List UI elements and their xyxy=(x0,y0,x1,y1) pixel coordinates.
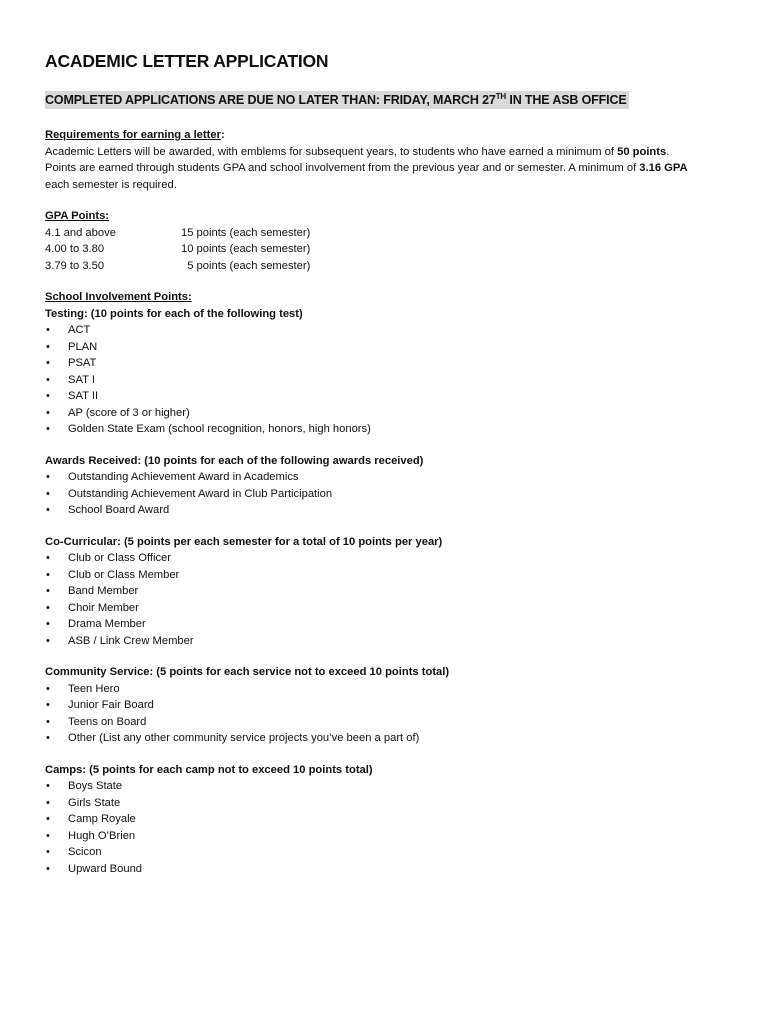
list-item-text: School Board Award xyxy=(68,504,170,516)
gpa-points: 5 points (each semester) xyxy=(181,259,311,272)
list-item-text: Girls State xyxy=(68,796,121,809)
school-involvement-heading: School Involvement Points: xyxy=(45,291,192,303)
community-service-list xyxy=(45,681,735,747)
bullet-icon: • xyxy=(46,340,50,353)
school-involvement-section xyxy=(45,289,735,438)
list-item-text: Upward Bound xyxy=(68,862,143,875)
list-item-text: Scicon xyxy=(68,846,102,858)
gpa-range: 4.1 and above xyxy=(45,226,116,239)
list-item xyxy=(45,828,735,845)
list-item xyxy=(45,600,735,617)
list-item xyxy=(45,550,735,567)
list-item xyxy=(45,811,735,828)
bullet-icon: • xyxy=(46,732,50,744)
list-item xyxy=(45,583,735,600)
list-item-text: Teen Hero xyxy=(68,682,120,695)
testing-list xyxy=(45,322,735,438)
list-item xyxy=(45,421,735,438)
list-item-text: SAT II xyxy=(68,390,99,402)
requirements-line-2 xyxy=(45,160,735,177)
gpa-points: 15 points (each semester) xyxy=(181,226,311,239)
list-item-text: SAT I xyxy=(68,373,95,386)
bullet-icon: • xyxy=(46,406,50,419)
list-item-text: Drama Member xyxy=(68,618,146,630)
bullet-icon: • xyxy=(46,585,50,597)
due-notice-location: IN THE ASB OFFICE xyxy=(506,93,627,107)
bullet-icon: • xyxy=(46,601,50,614)
bullet-icon: • xyxy=(46,568,50,581)
list-item xyxy=(45,616,735,633)
gpa-points: 10 points (each semester) xyxy=(181,243,311,255)
list-item-text: Outstanding Achievement Award in Academics xyxy=(68,471,299,483)
list-item xyxy=(45,714,735,731)
bullet-icon: • xyxy=(46,471,50,483)
bullet-icon: • xyxy=(46,552,50,564)
requirements-text: Points are earned through students GPA and school involvement from the previous year and or semester. A minimum of xyxy=(45,162,640,174)
list-item-text: PLAN xyxy=(68,340,98,353)
list-item xyxy=(45,697,735,714)
list-item xyxy=(45,339,735,356)
list-item xyxy=(45,322,735,339)
bullet-icon: • xyxy=(46,715,50,728)
list-item-text: Club or Class Member xyxy=(68,568,180,581)
bullet-icon: • xyxy=(46,862,50,875)
bullet-icon: • xyxy=(46,373,50,386)
community-service-section xyxy=(45,664,735,747)
list-item-text: Golden State Exam (school recognition, honors, high honors) xyxy=(68,423,371,435)
list-item-text: Teens on Board xyxy=(68,715,147,728)
list-item-text: Junior Fair Board xyxy=(68,699,154,711)
page-title: ACADEMIC LETTER APPLICATION xyxy=(45,51,329,71)
list-item xyxy=(45,795,735,812)
bullet-icon: • xyxy=(46,813,50,825)
bullet-icon: • xyxy=(46,682,50,695)
bullet-icon: • xyxy=(46,324,50,336)
requirements-line-1 xyxy=(45,144,735,161)
list-item-text: Band Member xyxy=(68,585,139,597)
list-item-text: Choir Member xyxy=(68,601,139,614)
list-item xyxy=(45,778,735,795)
list-item-text: ACT xyxy=(68,324,91,336)
gpa-points-section xyxy=(45,208,735,274)
awards-section xyxy=(45,453,735,519)
camps-heading: Camps: (5 points for each camp not to exceed 10 points total) xyxy=(45,763,373,776)
list-item-text: Hugh O’Brien xyxy=(68,829,136,842)
gpa-row xyxy=(45,241,735,258)
bullet-icon: • xyxy=(46,780,50,792)
list-item-text: PSAT xyxy=(68,357,97,369)
bullet-icon: • xyxy=(46,796,50,809)
bullet-icon: • xyxy=(46,504,50,516)
list-item-text: Outstanding Achievement Award in Club Participation xyxy=(68,487,333,500)
list-item-text: ASB / Link Crew Member xyxy=(68,634,194,647)
gpa-row xyxy=(45,225,735,242)
bullet-icon: • xyxy=(46,390,50,402)
bullet-icon: • xyxy=(46,829,50,842)
gpa-range: 3.79 to 3.50 xyxy=(45,259,105,272)
awards-heading: Awards Received: (10 points for each of the following awards received) xyxy=(45,454,424,467)
list-item xyxy=(45,355,735,372)
requirements-text: Academic Letters will be awarded, with emblems for subsequent years, to students who have earned a minimum of xyxy=(45,145,618,158)
list-item-text: Camp Royale xyxy=(68,813,136,825)
list-item-text: Boys State xyxy=(68,780,123,792)
list-item xyxy=(45,502,735,519)
due-notice-text: COMPLETED APPLICATIONS ARE DUE NO LATER THAN: FRIDAY, MARCH 27 xyxy=(45,93,496,107)
list-item xyxy=(45,730,735,747)
list-item xyxy=(45,861,735,878)
list-item xyxy=(45,844,735,861)
gpa-row xyxy=(45,258,735,275)
minimum-gpa: 3.16 GPA xyxy=(639,162,688,174)
bullet-icon: • xyxy=(46,423,50,435)
testing-heading: Testing: (10 points for each of the following test) xyxy=(45,307,303,320)
list-item-text: Other (List any other community service projects you’ve been a part of) xyxy=(68,732,420,744)
list-item xyxy=(45,681,735,698)
camps-list xyxy=(45,778,735,877)
requirements-line-3: each semester is required. xyxy=(45,178,177,191)
due-notice-superscript: TH xyxy=(495,92,507,101)
gpa-heading: GPA Points: xyxy=(45,210,110,222)
bullet-icon: • xyxy=(46,357,50,369)
due-date-notice xyxy=(45,91,629,109)
list-item xyxy=(45,405,735,422)
requirements-heading: Requirements for earning a letter xyxy=(45,129,221,141)
requirements-heading-line xyxy=(45,127,735,144)
requirements-colon: : xyxy=(220,129,225,141)
bullet-icon: • xyxy=(46,846,50,858)
bullet-icon: • xyxy=(46,634,50,647)
bullet-icon: • xyxy=(46,699,50,711)
gpa-range: 4.00 to 3.80 xyxy=(45,243,105,255)
list-item xyxy=(45,469,735,486)
community-service-heading: Community Service: (5 points for each service not to exceed 10 points total) xyxy=(45,666,450,678)
list-item-text: Club or Class Officer xyxy=(68,552,171,564)
document-page xyxy=(45,48,735,877)
requirements-period: . xyxy=(666,145,670,158)
co-curricular-section xyxy=(45,534,735,650)
awards-list xyxy=(45,469,735,519)
bullet-icon: • xyxy=(46,618,50,630)
co-curricular-list xyxy=(45,550,735,649)
bullet-icon: • xyxy=(46,487,50,500)
list-item xyxy=(45,372,735,389)
list-item-text: AP (score of 3 or higher) xyxy=(68,406,190,419)
list-item xyxy=(45,633,735,650)
list-item xyxy=(45,486,735,503)
requirements-section xyxy=(45,127,735,193)
camps-section xyxy=(45,762,735,878)
list-item xyxy=(45,388,735,405)
co-curricular-heading: Co-Curricular: (5 points per each semester for a total of 10 points per year) xyxy=(45,535,443,548)
list-item xyxy=(45,567,735,584)
minimum-points: 50 points xyxy=(617,145,667,158)
